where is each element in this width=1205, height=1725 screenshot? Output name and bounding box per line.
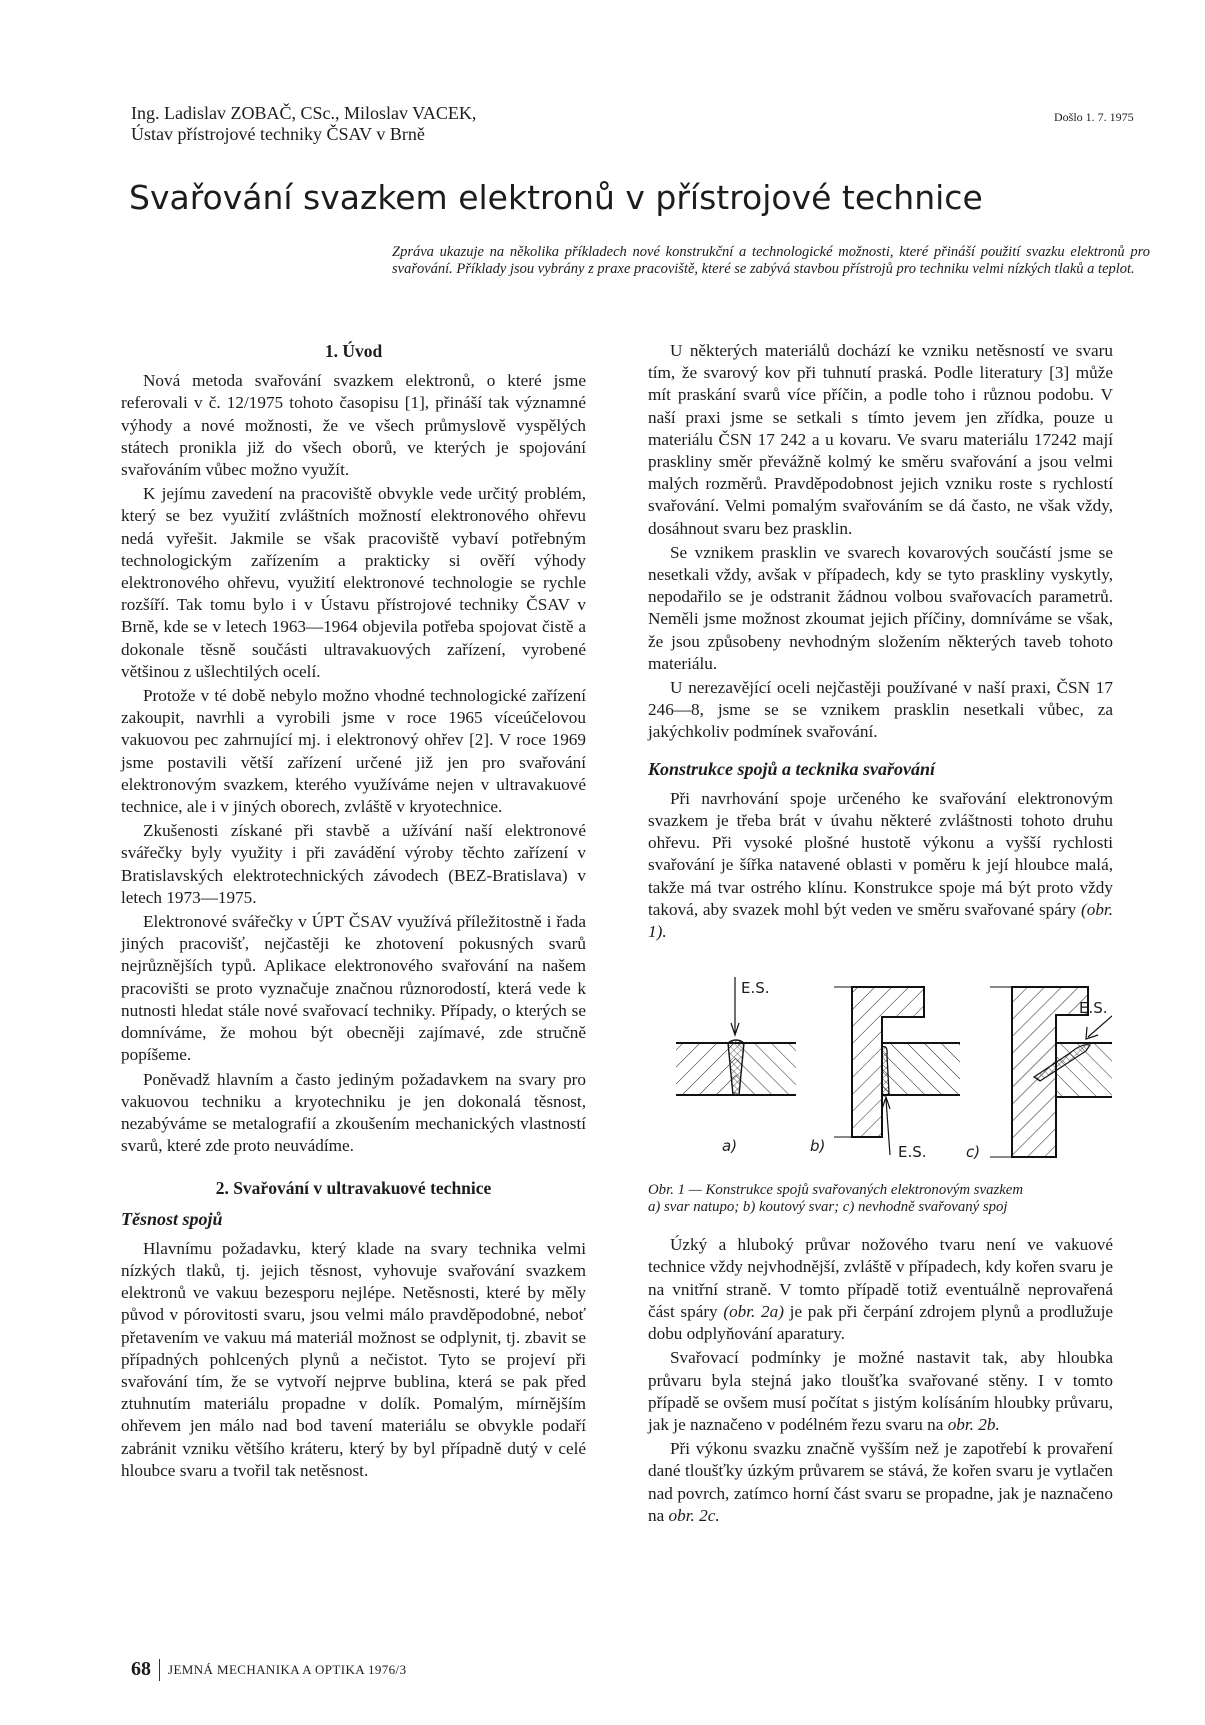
paragraph: U některých materiálů dochází ke vzniku netěsností ve svaru tím, že svarový kov při tuhnutí praská. Podle literatury [3] může mít praskání svarů více příčin, a podle toho i různou podobu. V naší praxi jsme se setkali s tímto jevem jen zřídka, pouze u materiálu ČSN 17 242 a u kovaru. Ve svaru materiálu 17242 mají praskliny směr převážně kolmý ke směru svařování a jsou velmi malých rozměrů. Pravděpodobnost jejich vzniku roste s rychlostí svařování. Velmi pomalým svařováním se dá často, ne však vždy, dosáhnout svaru bez prasklin. [648,341,1113,538]
paragraph: Elektronové svářečky v ÚPT ČSAV využívá příležitostně i řada jiných pracovišť, nejčastěji ke zhotovení pokusných svarů nejrůznějších typů. Aplikace elektronového svařování na našem pracovišti se proto vyznačuje značnou různorodostí, která vede k nutnosti hledat stále nové svařovací techniky. Případy, o kterých se domníváme, že mohou být obecněji zajímavé, zde stručně popíšeme. [121,912,586,1065]
figure-reference: obr. 2c. [668,1505,720,1525]
paragraph-text: Svařovací podmínky je možné nastavit tak, aby hloubka průvaru byla stejná jako tloušťka svařované stěny. I v tomto případě se ovšem musí počítat s jistým kolísáním hloubky průvaru, jak je naznačeno v podélném řezu svaru na [648,1348,1113,1434]
journal-issue: JEMNÁ MECHANIKA A OPTIKA 1976/3 [168,1661,407,1677]
weld-joint-diagram [642,965,1112,1170]
caption-legend: a) svar natupo; b) koutový svar; c) nevhodně svařovaný spoj [648,1199,1008,1216]
article-title: Svařování svazkem elektronů v přístrojové technice [129,178,983,217]
authors-affiliation: Ústav přístrojové techniky ČSAV v Brně [131,124,425,144]
authors-names: Ing. Ladislav ZOBAČ, CSc., Miloslav VACEK, [131,103,477,123]
figure-reference: (obr. 2a) [723,1301,784,1321]
paragraph: Poněvadž hlavním a často jediným požadavkem na svary pro vakuovou techniku a kryotechniku je jen dokonalá těsnost, nezabýváme se metalografií a zkoušením mechanických vlastností svarů, které zde proto neuvádíme. [121,1069,586,1156]
paragraph [648,1438,1113,1527]
paragraph: Zkušenosti získané při stavbě a užívání naší elektronové svářečky byly využity i při zavádění výroby těchto zařízení v Bratislavských elektrotechnických závodech (BEZ-Bratislava) v letech 1973—1975. [121,821,586,907]
section-heading-ultravacuum: 2. Svařování v ultravakuové technice [215,1178,492,1199]
caption-title: Obr. 1 — Konstrukce spojů svařovaných elektronovým svazkem [648,1182,1024,1199]
abstract: Zpráva ukazuje na několika příkladech nové konstrukční a technologické možnosti, které přináší použití svazku elektronů pro svařování. Příklady jsou vybrány z praxe pracoviště, které se zabývá stavbou přístrojů pro techniku velmi nízkých tlaků a teplot. [392,244,1150,277]
figure-1 [642,965,1112,1170]
right-column [648,340,1113,1529]
paragraph: Hlavnímu požadavku, který klade na svary technika velmi nízkých tlaků, tj. jejich těsnost, vyhovuje svařování svazkem elektronů ve vakuu bezesporu nejlépe. Netěsnosti, které by měly původ v pórovitosti svaru, jsou velmi málo pravděpodobné, neboť přetavením ve vakuu má materiál možnost se odplynit, tj. zbavit se případných pohlcených plynů a nečistot. Tyto se projeví při svařování tím, že se vytvoří nejprve bublina, která se pak před ztuhnutím materiálu propadne v dolík. Pomalým, mírnějším ohřevem jen málo nad bod tavení materiálu se obvykle podaří zabránit vzniku většího kráteru, který by byl případně dutý v celé hloubce svaru a tvořil tak netěsnost. [121,1238,586,1480]
label-b: b) [810,1137,826,1156]
figure-reference: (obr. 1). [648,899,1114,942]
footer-divider [159,1659,160,1681]
paragraph-text: Úzký a hluboký průvar nožového tvaru není ve vakuové technice vždy nejvhodnější, zvláště v případech, kdy kořen svaru je na vnitřní straně. V tomto případě totiž eventuálně neprovařená část spáry [648,1235,1113,1321]
paragraph: Nová metoda svařování svazkem elektronů, o které jsme referovali v č. 12/1975 tohoto časopisu [1], přináší tak významné výhody a nové možnosti, že ve všech průmyslově vyspělých státech pronikla již do všech oborů, ve kterých je spojování svařováním vůbec možno využít. [121,371,586,480]
paragraph: Protože v té době nebylo možno vhodné technologické zařízení zakoupit, navrhli a vyrobili jsme v roce 1965 víceúčelovou vakuovou pec zahrnující mj. i elektronový ohřev [2]. V roce 1969 jsme postavili větší zařízení určené již jen pro svařování elektronovým svazkem, kterého využíváme nejen v ultravakuové technice, ale i v jiných oborech, zvláště v kryotechnice. [121,686,586,817]
label-c: c) [966,1143,981,1162]
paragraph: U nerezavějící oceli nejčastěji používané v naší praxi, ČSN 17 246—8, jsme se se vznikem prasklin nesetkali vůbec, za jakýchkoliv podmínek svařování. [648,678,1113,742]
authors-block [131,103,476,145]
page-number: 68 [131,1658,151,1680]
figure-reference: obr. 2b. [947,1414,1000,1434]
paragraph: K jejímu zavedení na pracoviště obvykle vede určitý problém, který se bez využití zvláštních možností elektronového ohřevu nedá vyřešit. Jakmile se však pracoviště vybaví potřebným technologickým zařízením a prakticky si ověří výhody elektronového ohřevu, využití elektronové technologie se rychle rozšíří. Tak tomu bylo i v Ústavu přístrojové techniky ČSAV v Brně, kde se v letech 1963—1964 objevila potřeba spojovat čistě a dokonale těsně součásti ultravakuových zařízení, vyrobené většinou z ušlechtilých ocelí. [121,484,586,681]
diagram-b-fillet-weld [834,987,960,1155]
figure-caption [648,1182,1113,1216]
label-a: a) [722,1137,738,1156]
label-electron-beam-a: E.S. [741,979,770,998]
subsection-heading-construction: Konstrukce spojů a tecknika svařování [648,758,936,779]
label-electron-beam-c: E.S. [1079,999,1108,1018]
paragraph-text: Při navrhování spoje určeného ke svařování elektronovým svazkem je třeba brát v úvahu některé zvláštnosti tohoto druhu ohřevu. Při vysoké plošné hustotě výkonu a vyšší rychlosti svařování je šířka natavené oblasti v poměru k její hloubce malá, takže má tvar ostrého klínu. Konstrukce spoje má být proto vždy taková, aby svazek mohl být veden ve směru svařované spáry [648,788,1113,919]
paragraph: Se vznikem prasklin ve svarech kovarových součástí jsme se nesetkali vždy, avšak v případech, kdy se tyto praskliny vyskytly, nepodařilo se je odstranit žádnou volbou svařovacích parametrů. Neměli jsme možnost zkoumat jejich příčiny, domníváme se však, že jsou způsobeny nevhodným složením některých taveb tohoto materiálu. [648,542,1113,673]
label-electron-beam-b: E.S. [898,1143,927,1162]
page-footer [131,1658,406,1681]
paragraph [648,1234,1113,1345]
paragraph [648,1347,1113,1436]
subsection-heading-tightness: Těsnost spojů [121,1208,223,1229]
received-date: Došlo 1. 7. 1975 [1054,110,1134,124]
paragraph [648,788,1113,943]
paragraph-text: je pak při čerpání zdrojem plynů a prodlužuje dobu odplyňování aparatury. [648,1301,1114,1344]
paragraph-text: Při výkonu svazku značně vyšším než je zapotřebí k provaření dané tloušťky úzkým průvarem se stává, že kořen svaru je vytlačen nad povrch, zatímco horní část svaru se propadne, jak je naznačeno na [648,1439,1113,1525]
section-heading-intro: 1. Úvod [324,341,383,361]
left-column [121,340,586,1484]
diagram-a-butt-weld [676,977,796,1095]
